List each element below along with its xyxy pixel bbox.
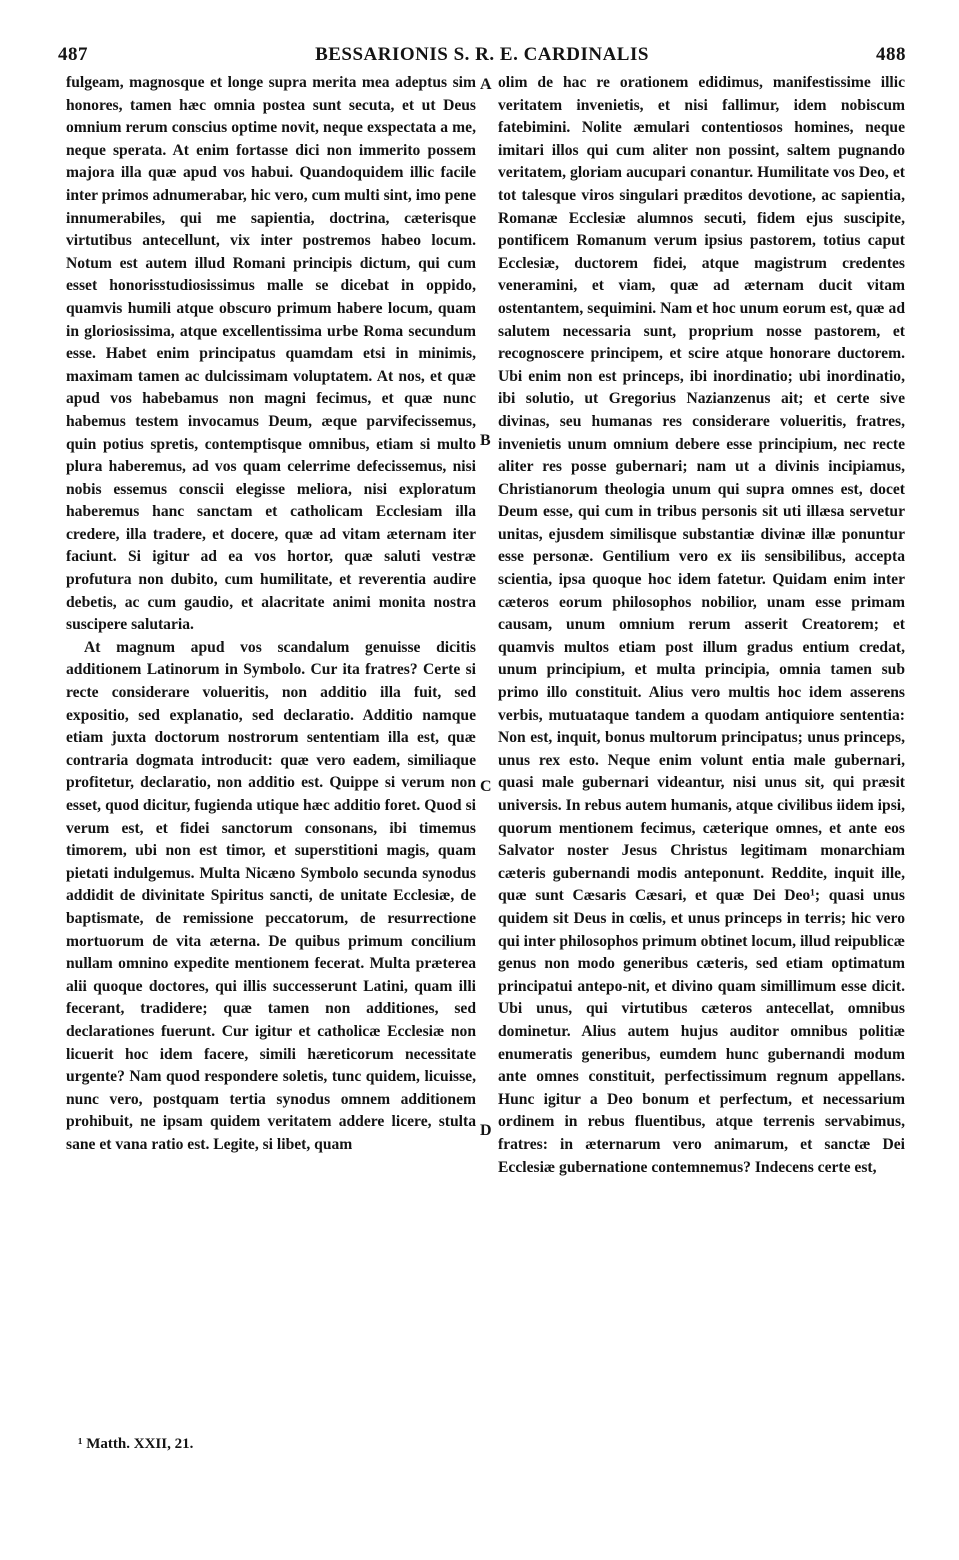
right-column	[498, 72, 905, 1179]
left-column	[66, 72, 476, 1157]
margin-marker-b: B	[480, 432, 491, 449]
left-page-number: 487	[58, 44, 88, 65]
margin-marker-a: A	[480, 76, 492, 93]
left-paragraph-1: fulgeam, magnosque et longe supra merita mea adeptus sim honores, tamen hæc omnia postea sunt secuta, et ut Deus omnium rerum conscius optime novit, neque exspectata a me, neque sperata. At enim fortasse dici non immerito possem majora illa quæ apud vos habui. Quandoquidem illic facile inter primos adnumerabar, hic vero, cum multi sint, imo pene innumerabiles, qui me sapientia, doctrina, cæterisque virtutibus antecellunt, vix inter postremos habeo locum. Notum est autem illud Romani principis dictum, qui cum esset honorisstudiosissimus malle se dicebat in oppido, quamvis humili atque obscuro primum habere locum, quam in gloriosissima, atque excellentissima urbe Roma secundum esse. Habet enim principatus quamdam etsi in minimis, maximam tamen ac dulcissimam voluptatem. At nos, et quæ apud vos habebamus non magni fecimus, et quæ nunc habemus testem invocamus Deum, æque parvifecissemus, quin potius spretis, contemptisque omnibus, etiam si multo plura haberemus, ad vos quam celerrime defecissemus, nisi nobis essemus conscii elegisse meliora, nisi exploratum haberemus hanc sanctam et catholicam Ecclesiam illa credere, illa tradere, et docere, quæ ad vitam æternam iter faciunt. Si igitur ad ea vos hortor, quæ saluti vestræ profutura non dubito, cum humilitate, et reverentia audire debetis, ac cum gaudio, et alacritate animi monita nostra suscipere salutaria.	[66, 74, 476, 634]
margin-marker-c: C	[480, 778, 492, 795]
right-page-number: 488	[876, 44, 906, 65]
footnote: ¹ Matth. XXII, 21.	[78, 1436, 194, 1452]
page-header	[58, 44, 906, 66]
right-paragraph-1: olim de hac re orationem edidimus, manifestissime illic veritatem invenietis, et nisi fallimur, idem nobiscum fatebimini. Nolite æmulari contentiosos homines, neque imitari illos qui cum aliter non possint, saltem pugnando veritatem, gloriam aucupari conantur. Humilitate vos Deo, et tot talesque viros singulari præditos devotione, ac sapientia, Romanæ Ecclesiæ alumnos secuti, fidem ejus suscipite, pontificem Romanum verum ipsius pastorem, totius caput Ecclesiæ, ductorem fidei, atque magistrum credentes veneramini, et viam, quæ ad æternam ducit vitam ostentantem, sequimini. Nam et hoc unum eorum est, quæ ad salutem necessaria sunt, proprium nosse pastorem, et recognoscere principem, et scire atque honorare ductorem. Ubi enim non est princeps, ibi inordinatio; ubi inordinatio, ibi solutio, ut Gregorius Nazianzenus ait; et certe sive divinas, seu humanas res considerare volueritis, fratres, invenietis unum omnium debere esse principium, nec recte aliter res posse gubernari; nam ut a divinis incipiamus, Christianorum theologia unum qui supra omnes est, docet Deum esse, qui cum in tribus personis sit uti illæsa servetur unitas, ejusdem similisque substantiæ divinæ illæ ponuntur esse personæ. Gentilium vero ex iis sensibilibus, accepta scientia, ipsa quoque hoc idem fatetur. Quidam enim inter cæteros eorum philosophos nobilior, unam esse primam causam, unum omnium rerum asserit Creatorem; et quamvis multos etiam post illum gradus entium credat, unum principium, et multa principia, omnia tamen sub primo illo constituit. Alius vero multis hoc idem asserens verbis, mutuataque tandem a quodam antiquiore sententia: Non est, inquit, bonus multorum principatus; unus princeps, unus rex esto. Neque enim volunt entia male gubernari, quasi male gubernari videantur, nisi unus sit, qui præsit universis. In rebus autem humanis, atque civilibus iidem ipsi, quorum mentionem fecimus, cæterique omnes, et ante eos Salvator noster Jesus Christus legitimam monarchiam cæteris gubernandi modis anteponunt. Reddite, inquit ille, quæ sunt Cæsaris Cæsari, et quæ Dei Deo¹; quasi unus quidem sit Deus in cœlis, et unus princeps in terris; hic vero qui inter philosophos primum obtinet locum, illud reipublicæ genus non modo generibus cæteris, sed etiam optimatum principatui antepo-nit, et divino quam simillimum esse dicit. Ubi unus, qui virtutibus cæteros antecellat, omnibus dominetur. Alius autem hujus auditor omnibus politiæ enumeratis generibus, eumdem hunc gubernandi modum ante omnes constituit, perfectissimum regnum appellans. Hunc igitur a Deo bonum et perfectum, et necessarium ordinem in rebus fluentibus, atque terrenis servabimus, fratres: in æternarum vero animarum, et sanctæ Dei Ecclesiæ gubernatione contemnemus? Indecens certe est,	[498, 74, 905, 1176]
left-paragraph-2: At magnum apud vos scandalum genuisse dicitis additionem Latinorum in Symbolo. Cur ita fratres? Certe si recte considerare volueritis, non additio illa fuit, sed expositio, sed explanatio, sed declaratio. Additio namque etiam juxta doctorum nostrorum sententiam illa est, quæ contraria dogmata introducit: quæ vero eadem, similiaque profitetur, declaratio, non additio est. Quippe si verum non esset, quod dicitur, fugienda utique hæc additio foret. Quod si verum est, et fidei sanctorum consonans, ibi timemus timorem, ubi non est timor, et superstitioni magis, quam pietati indulgemus. Multa Nicæno Symbolo secunda synodus addidit de divinitate Spiritus sancti, de unitate Ecclesiæ, de baptismate, de remissione peccatorum, de resurrectione mortuorum de vita æterna. De quibus primum concilium nullam omnino expedite mentionem fecerat. Multa præterea alii quoque doctores, qui illis successerunt Latini, quam illi fecerant, tradidere; quæ tamen non additiones, sed declarationes fuerunt. Cur igitur et catholicæ Ecclesiæ non licuerit hoc idem facere, simili hæreticorum necessitate urgente? Nam quod respondere soletis, tunc quidem, licuisse, nunc vero, postquam tertia synodus omnem additionem prohibuit, ne ipsam quidem veritatem addere licere, stulta sane et vana ratio est. Legite, si libet, quam	[66, 638, 476, 1153]
margin-marker-d: D	[480, 1122, 492, 1139]
running-title: BESSARIONIS S. R. E. CARDINALIS	[315, 44, 649, 65]
